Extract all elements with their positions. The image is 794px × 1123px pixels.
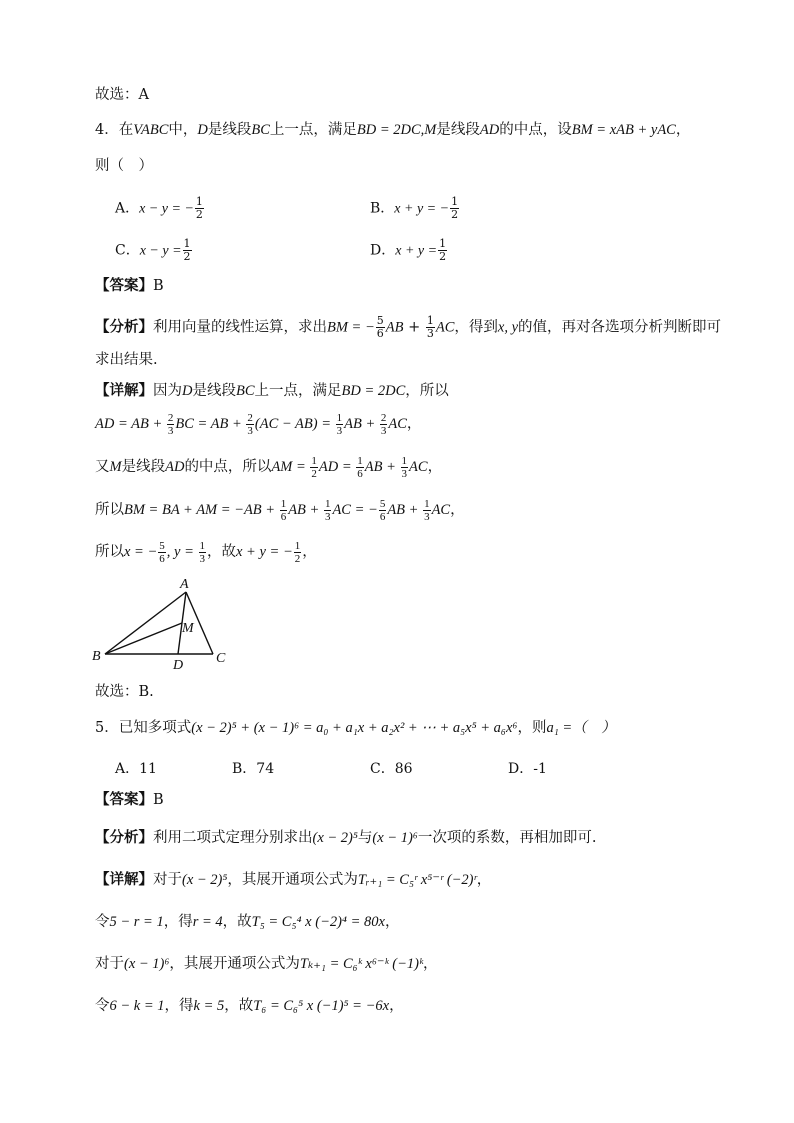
q3-conclusion: 故选：A bbox=[95, 87, 149, 103]
q4-detail-line2: AD = AB + $\frac{2}{3}$ BC = AB + $\frac{2}{3}$ (AC − AB) = $\frac{1}{3}$ AB + $\frac{2}{3}$ AC， bbox=[95, 412, 422, 437]
q4-option-d: D．x + y = $\frac{1}{2}$ bbox=[370, 237, 447, 263]
q5-option-a: A．11 bbox=[115, 761, 157, 777]
side-ab bbox=[105, 592, 186, 654]
q5-option-d: D．-1 bbox=[508, 761, 547, 777]
q5-option-c: C．86 bbox=[370, 761, 413, 777]
q5-answer: 【答案】B bbox=[95, 791, 164, 808]
q5-detail-line4: 令6 − k = 1，得k = 5，故T₆ = C₆⁵ x (−1)⁵ = −6x， bbox=[95, 998, 404, 1014]
q4-then: 则（ ） bbox=[95, 158, 153, 174]
q5-number: 5． bbox=[95, 720, 119, 736]
label-a: A bbox=[180, 577, 189, 592]
q5-option-b: B．74 bbox=[232, 761, 275, 777]
q4-analysis: 【分析】利用向量的线性运算，求出BM = − $\frac{5}{6}$ AB + $\frac{1}{3}$ AC，得到x, y的值，再对各选项分析判断即可 bbox=[95, 314, 722, 340]
q4-answer: 【答案】B bbox=[95, 277, 164, 294]
q5-detail-line3: 对于(x − 1)⁶，其展开通项公式为Tₖ₊₁ = C₆ᵏ x⁶⁻ᵏ (−1)ᵏ， bbox=[95, 956, 438, 972]
q5-stem: 5．已知多项式(x − 2)⁵ + (x − 1)⁶ = a₀ + a₁x + a₂x² + ⋯ + a₅x⁵ + a₆x⁶，则a₁ =（ ） bbox=[95, 720, 616, 736]
q4-detail-line4: 所以BM = BA + AM = −AB + $\frac{1}{6}$ AB + $\frac{1}{3}$ AC = − $\frac{5}{6}$ AB + $\frac{1}{3}$ AC， bbox=[95, 498, 465, 523]
q4-detail-line1: 【详解】因为D是线段BC上一点，满足BD = 2DC，所以 bbox=[95, 382, 449, 399]
triangle-figure bbox=[88, 575, 248, 675]
q4-number: 4． bbox=[95, 122, 119, 138]
q5-detail-line1: 【详解】对于(x − 2)⁵，其展开通项公式为Tᵣ₊₁ = C₅ʳ x⁵⁻ʳ (−2)ʳ， bbox=[95, 871, 492, 888]
q4-option-b: B．x + y = − $\frac{1}{2}$ bbox=[370, 195, 459, 221]
label-b: B bbox=[92, 649, 101, 664]
q4-analysis-line2: 求出结果. bbox=[95, 352, 158, 368]
q4-detail-line3: 又M是线段AD的中点，所以AM = $\frac{1}{2}$ AD = $\frac{1}{6}$ AB + $\frac{1}{3}$ AC， bbox=[95, 455, 443, 480]
q4-vector-eq: BM = xAB + yAC bbox=[571, 122, 676, 138]
q4-option-a: A．x − y = − $\frac{1}{2}$ bbox=[115, 195, 203, 221]
q4-detail-line5: 所以x = − $\frac{5}{6}$ , y = $\frac{1}{3}$ ，故x + y = − $\frac{1}{2}$ ， bbox=[95, 540, 317, 565]
q4-stem: 4．在VABC中，D是线段BC上一点，满足BD = 2DC,M是线段AD的中点，设BM = xAB + yAC， bbox=[95, 122, 691, 138]
q4-option-c: C．x − y = $\frac{1}{2}$ bbox=[115, 237, 191, 263]
label-m: M bbox=[182, 621, 194, 636]
label-c: C bbox=[216, 651, 226, 666]
q5-detail-line2: 令5 − r = 1，得r = 4，故T₅ = C₅⁴ x (−2)⁴ = 80x， bbox=[95, 914, 400, 930]
segment-bm bbox=[105, 623, 182, 654]
q4-conclusion: 故选：B. bbox=[95, 684, 154, 700]
q5-analysis: 【分析】利用二项式定理分别求出(x − 2)⁵与(x − 1)⁶一次项的系数，再相加即可. bbox=[95, 829, 597, 846]
label-d: D bbox=[173, 658, 184, 673]
